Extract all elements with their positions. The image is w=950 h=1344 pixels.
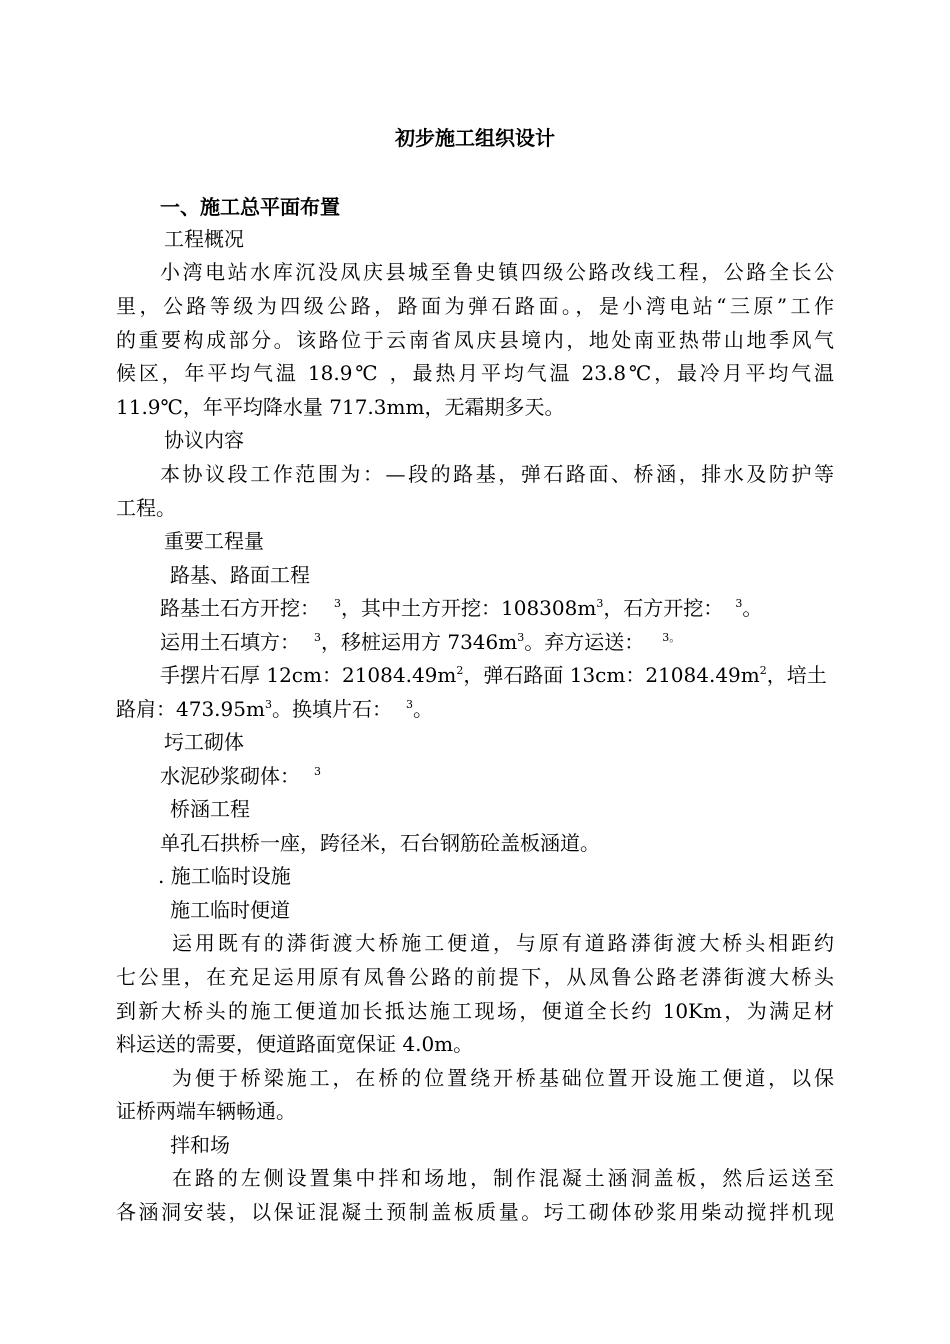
mixing-line-2: 各涵洞安装，以保证混凝土预制盖板质量。圬工砌体砂浆用柴动搅拌机现	[116, 1200, 834, 1224]
q2-text-a: 运用土石填方：	[160, 630, 300, 654]
q1-sup-1: 3	[334, 597, 341, 610]
quantity-line-fill	[160, 625, 680, 659]
q4-text-b: 。换填片石：	[271, 697, 392, 721]
road-line-2: 七公里，在充足运用原有凤鲁公路的前提下，从凤鲁公路老漭街渡大桥头	[116, 965, 834, 989]
q3-text-a: 手摆片石厚 12cm：21084.49m	[160, 663, 457, 687]
overview-line-3: 的重要构成部分。该路位于云南省凤庆县境内，地处南亚热带山地季风气	[116, 328, 834, 352]
subheading-masonry: 圬工砌体	[164, 730, 244, 754]
quantity-line-excavation	[160, 591, 762, 625]
q1-text-b: ，其中土方开挖：108308m	[341, 596, 597, 620]
q2-sup-1: 3	[314, 631, 321, 644]
q3-text-c: ，培土	[766, 663, 827, 687]
q1-sup-3: 3	[735, 597, 743, 610]
q2-text-c: 。弃方运送：	[524, 630, 645, 654]
q4-text-a: 路肩：473.95m	[116, 697, 265, 721]
bridge-line: 单孔石拱桥一座，跨径米，石台钢筋砼盖板涵道。	[160, 831, 600, 855]
masonry-sup: 3	[314, 765, 321, 778]
subheading-temporary-road: 施工临时便道	[170, 898, 290, 922]
overview-line-5: 11.9℃，年平均降水量 717.3mm，无霜期多天。	[116, 395, 565, 419]
masonry-line	[160, 759, 321, 793]
quantity-line-paving	[160, 658, 827, 692]
quantity-line-shoulder	[116, 692, 433, 726]
q1-text-d: 。	[742, 596, 763, 620]
q3-sup-2: 2	[759, 664, 767, 677]
road-line-4: 料运送的需要，便道路面宽保证 4.0m。	[116, 1032, 474, 1056]
subheading-overview: 工程概况	[164, 227, 244, 251]
subheading-roadbed: 路基、路面工程	[170, 563, 310, 587]
subheading-agreement: 协议内容	[164, 428, 244, 452]
q2-sup-3: 3。	[662, 631, 681, 644]
subheading-temporary-facilities: . 施工临时设施	[158, 864, 291, 888]
subheading-mixing-plant: 拌和场	[170, 1133, 230, 1157]
document-title: 初步施工组织设计	[395, 126, 555, 150]
section-heading-layout: 一、施工总平面布置	[160, 195, 340, 219]
masonry-text: 水泥砂浆砌体：	[160, 764, 300, 788]
agreement-line-2: 工程。	[116, 496, 176, 520]
q1-text-c: ，石方开挖：	[603, 596, 724, 620]
subheading-bridge: 桥涵工程	[170, 797, 250, 821]
q2-sup-2: 3	[517, 631, 525, 644]
road-line-1: 运用既有的漭街渡大桥施工便道，与原有道路漭街渡大桥头相距约	[172, 931, 834, 955]
road-para2-line-1: 为便于桥梁施工，在桥的位置绕开桥基础位置开设施工便道，以保	[172, 1066, 834, 1090]
agreement-line-1: 本协议段工作范围为：—段的路基，弹石路面、桥涵，排水及防护等	[160, 462, 834, 486]
q1-text-a: 路基土石方开挖：	[160, 596, 320, 620]
subheading-quantities: 重要工程量	[164, 529, 264, 553]
road-line-3: 到新大桥头的施工便道加长抵达施工现场，便道全长约 10Km，为满足材	[116, 999, 834, 1023]
overview-line-4: 候区，年平均气温 18.9℃ ，最热月平均气温 23.8℃，最冷月平均气温	[116, 361, 834, 385]
overview-line-1: 小湾电站水库沉没凤庆县城至鲁史镇四级公路改线工程，公路全长公	[160, 260, 834, 284]
q4-text-c: 。	[412, 697, 433, 721]
mixing-line-1: 在路的左侧设置集中拌和场地，制作混凝土涵洞盖板，然后运送至	[172, 1166, 834, 1190]
q3-text-b: ，弹石路面 13cm：21084.49m	[463, 663, 760, 687]
overview-line-2: 里，公路等级为四级公路，路面为弹石路面。，是小湾电站“三原”工作	[116, 294, 834, 318]
q1-sup-2: 3	[596, 597, 604, 610]
q3-sup-1: 2	[456, 664, 464, 677]
q2-text-b: ，移桩运用方 7346m	[321, 630, 518, 654]
q4-sup-1: 3	[264, 698, 272, 711]
road-para2-line-2: 证桥两端车辆畅通。	[116, 1099, 296, 1123]
q4-sup-2: 3	[405, 698, 413, 711]
